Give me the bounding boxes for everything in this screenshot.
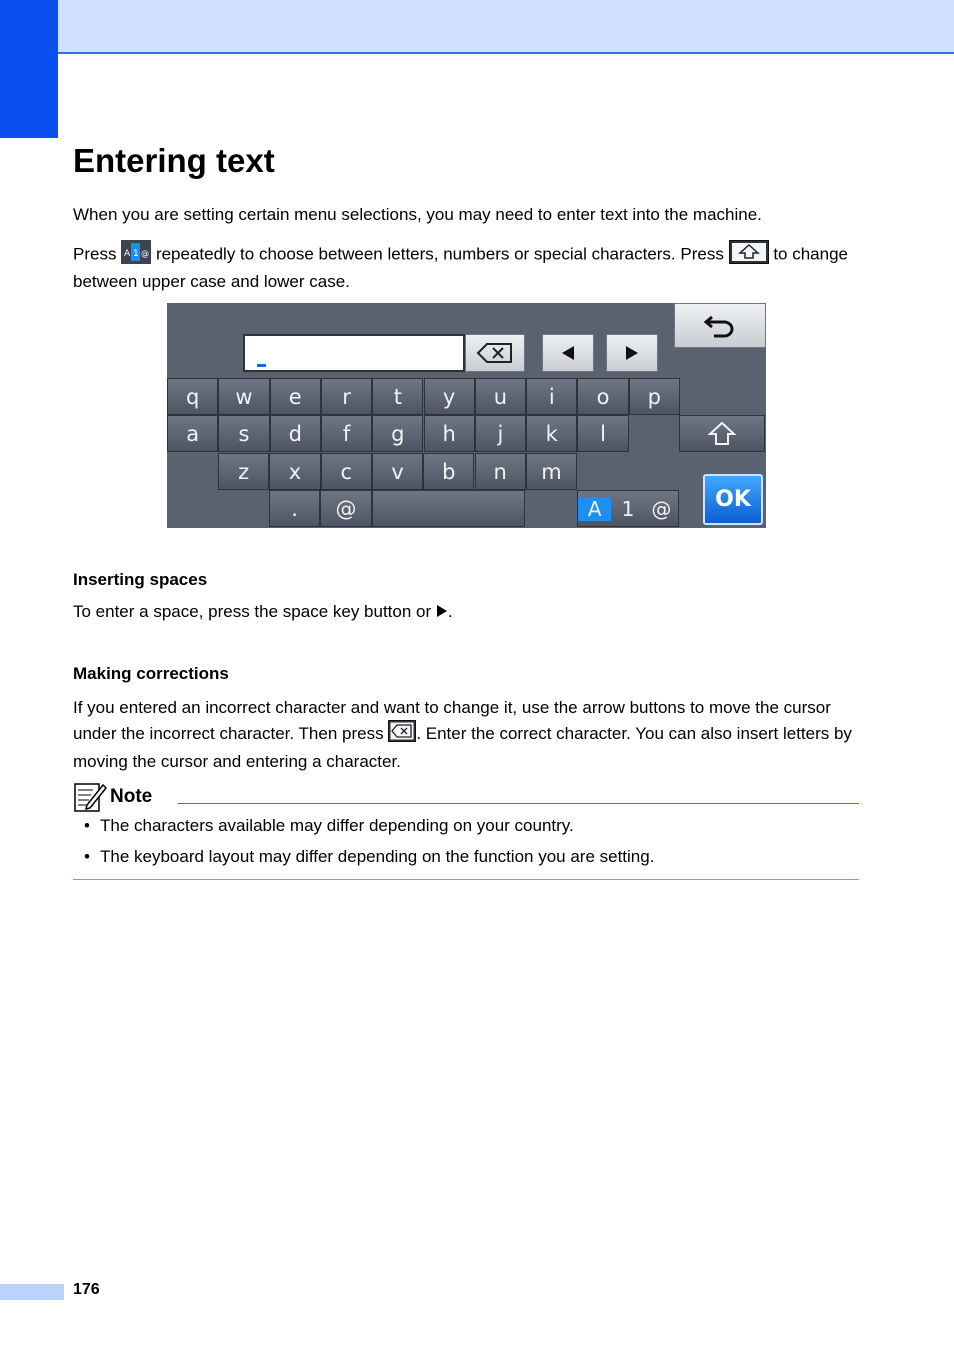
svg-text:@: @ [141, 249, 150, 258]
press-text-3: to change between upper case and lower case. [73, 244, 848, 291]
mode-toggle-key[interactable] [577, 490, 679, 527]
mode-numbers: 1 [621, 496, 635, 521]
key-y[interactable]: y [424, 378, 475, 415]
key-n[interactable]: n [475, 453, 526, 490]
backspace-button[interactable] [465, 334, 525, 372]
key-q[interactable]: q [167, 378, 218, 415]
key-s[interactable]: s [218, 415, 269, 452]
page-title: Entering text [73, 142, 275, 179]
note-divider-top [178, 803, 859, 804]
key-d[interactable]: d [270, 415, 321, 452]
touchscreen-keyboard [167, 303, 766, 528]
shift-icon [729, 240, 769, 270]
shift-key-icon [707, 421, 737, 447]
corrections-text-2: . Enter the correct character. You can also insert letters by moving the cursor and entering a character. [73, 723, 852, 771]
backspace-icon [475, 342, 515, 364]
spaces-text: To enter a space, press the space key button or [73, 602, 432, 621]
key-at[interactable]: @ [320, 490, 371, 527]
key-o[interactable]: o [577, 378, 628, 415]
header-band [0, 0, 954, 54]
key-f[interactable]: f [321, 415, 372, 452]
page-number-tab [0, 1284, 64, 1300]
ok-button[interactable]: OK [703, 474, 763, 525]
shift-key[interactable] [679, 415, 765, 452]
note-item: • The characters available may differ depending on your country. [84, 816, 574, 835]
spaces-period: . [447, 602, 453, 621]
page-number: 176 [73, 1281, 100, 1298]
right-arrow-button[interactable] [606, 334, 658, 372]
key-period[interactable]: . [269, 490, 320, 527]
note-item-text: The keyboard layout may differ depending on the function you are setting. [100, 847, 655, 866]
text-entry-field[interactable] [243, 334, 465, 372]
inserting-spaces-heading: Inserting spaces [73, 570, 208, 589]
note-pencil-icon [73, 781, 107, 813]
key-e[interactable]: e [270, 378, 321, 415]
note-list [84, 815, 654, 877]
key-t[interactable]: t [372, 378, 423, 415]
note-header [73, 781, 152, 813]
key-b[interactable]: b [423, 453, 474, 490]
key-v[interactable]: v [372, 453, 423, 490]
key-u[interactable]: u [475, 378, 526, 415]
key-w[interactable]: w [218, 378, 269, 415]
intro-paragraph: When you are setting certain menu selections, you may need to enter text into the machine. [73, 205, 762, 224]
key-z[interactable]: z [218, 453, 269, 490]
key-j[interactable]: j [475, 415, 526, 452]
key-h[interactable]: h [424, 415, 475, 452]
text-cursor [257, 364, 266, 367]
right-triangle-icon [436, 604, 448, 618]
key-r[interactable]: r [321, 378, 372, 415]
key-m[interactable]: m [526, 453, 577, 490]
key-g[interactable]: g [372, 415, 423, 452]
svg-text:1: 1 [133, 249, 139, 259]
svg-text:A: A [124, 249, 131, 259]
key-l[interactable]: l [577, 415, 628, 452]
inserting-spaces-text [73, 600, 863, 623]
press-paragraph [73, 240, 863, 293]
key-x[interactable]: x [269, 453, 320, 490]
key-k[interactable]: k [526, 415, 577, 452]
chapter-tab [0, 0, 58, 138]
backspace-inline-icon [388, 720, 416, 749]
space-key[interactable] [372, 490, 525, 527]
mode-toggle-icon [121, 240, 151, 270]
left-arrow-button[interactable] [542, 334, 594, 372]
note-item: • The keyboard layout may differ depending on the function you are setting. [84, 847, 655, 866]
mode-symbols: @ [651, 496, 672, 521]
back-arrow-icon [702, 312, 738, 340]
key-c[interactable]: c [321, 453, 372, 490]
note-divider-bottom [73, 879, 859, 880]
right-arrow-icon [622, 344, 642, 362]
left-arrow-icon [558, 344, 578, 362]
making-corrections-heading: Making corrections [73, 664, 229, 683]
note-label: Note [110, 786, 153, 807]
key-i[interactable]: i [526, 378, 577, 415]
corrections-text-1: If you entered an incorrect character and want to change it, use the arrow buttons to move the cursor under the incorrect character. Then press [73, 698, 831, 743]
key-a[interactable]: a [167, 415, 218, 452]
mode-letters: A [578, 497, 611, 521]
note-item-text: The characters available may differ depending on your country. [100, 816, 574, 835]
corrections-paragraph [73, 695, 863, 774]
press-text-1: Press [73, 244, 117, 264]
press-text-2: repeatedly to choose between letters, numbers or special characters. Press [155, 244, 724, 264]
back-button[interactable] [674, 303, 766, 348]
key-p[interactable]: p [629, 378, 680, 415]
